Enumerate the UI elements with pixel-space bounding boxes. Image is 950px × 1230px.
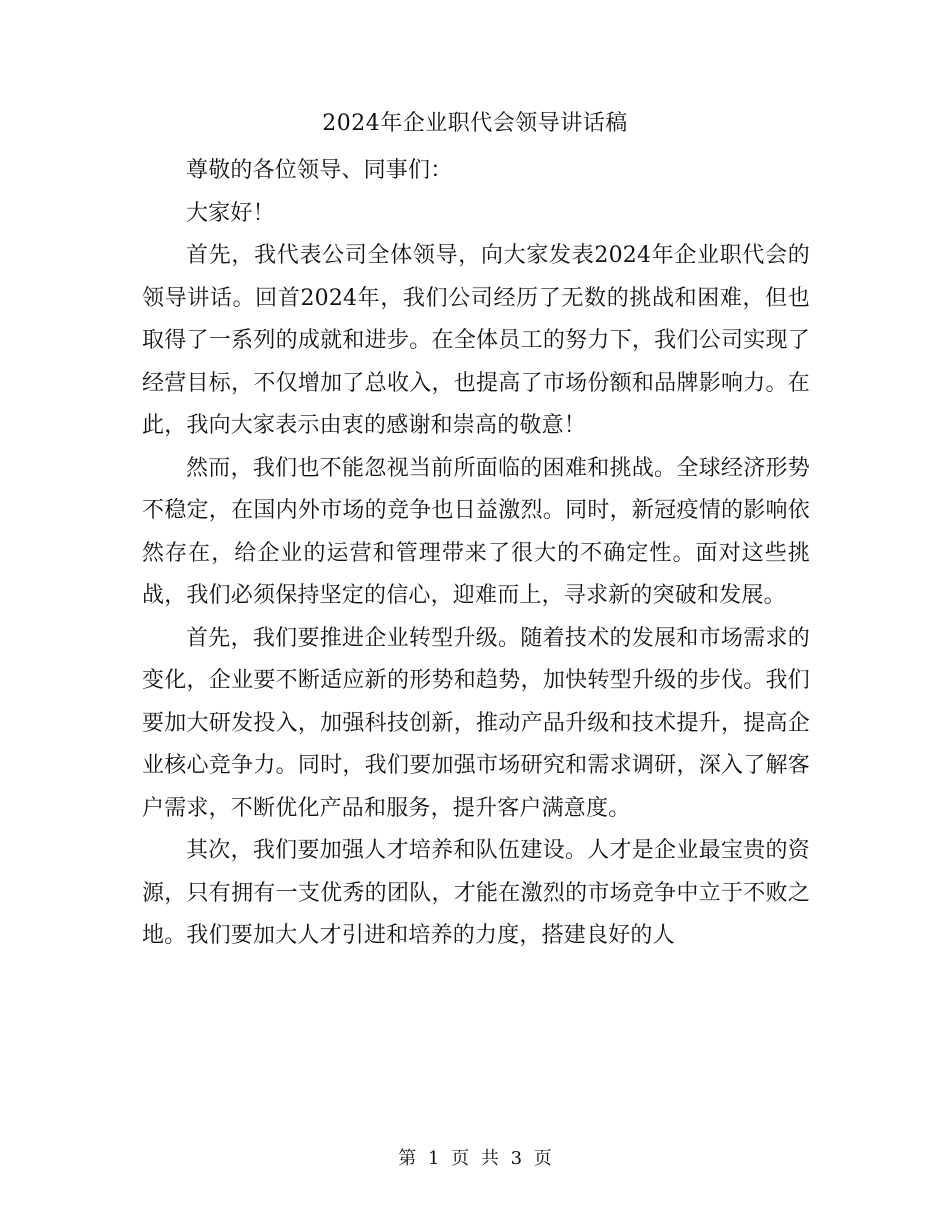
body-paragraph: 首先，我们要推进企业转型升级。随着技术的发展和市场需求的变化，企业要不断适应新的形势和趋势，加快转型升级的步伐。我们要加大研发投入，加强科技创新，推动产品升级和技术提升，提高企业核心竞争力。同时，我们要加强市场研究和需求调研，深入了解客户需求，不断优化产品和服务，提升客户满意度。: [142, 625, 810, 821]
body-paragraph: 其次，我们要加强人才培养和队伍建设。人才是企业最宝贵的资源，只有拥有一支优秀的团队，才能在激烈的市场竞争中立于不败之地。我们要加大人才引进和培养的力度，搭建良好的人: [142, 838, 810, 948]
document-body: [142, 150, 810, 958]
document-title: 2024年企业职代会领导讲话稿: [322, 111, 628, 136]
body-paragraph: 然而，我们也不能忽视当前所面临的困难和挑战。全球经济形势不稳定，在国内外市场的竞争也日益激烈。同时，新冠疫情的影响依然存在，给企业的运营和管理带来了很大的不确定性。面对这些挑战，我们必须保持坚定的信心，迎难而上，寻求新的突破和发展。: [142, 455, 810, 608]
salutation: 尊敬的各位领导、同事们：: [186, 158, 453, 183]
page-number-footer: 第 1 页 共 3 页: [398, 1148, 552, 1169]
body-paragraph: 首先，我代表公司全体领导，向大家发表2024年企业职代会的领导讲话。回首2024年，我们公司经历了无数的挑战和困难，但也取得了一系列的成就和进步。在全体员工的努力下，我们公司实现了经营目标，不仅增加了总收入，也提高了市场份额和品牌影响力。在此，我向大家表示由衷的感谢和崇高的敬意！: [142, 243, 810, 438]
greeting: 大家好！: [186, 200, 275, 226]
